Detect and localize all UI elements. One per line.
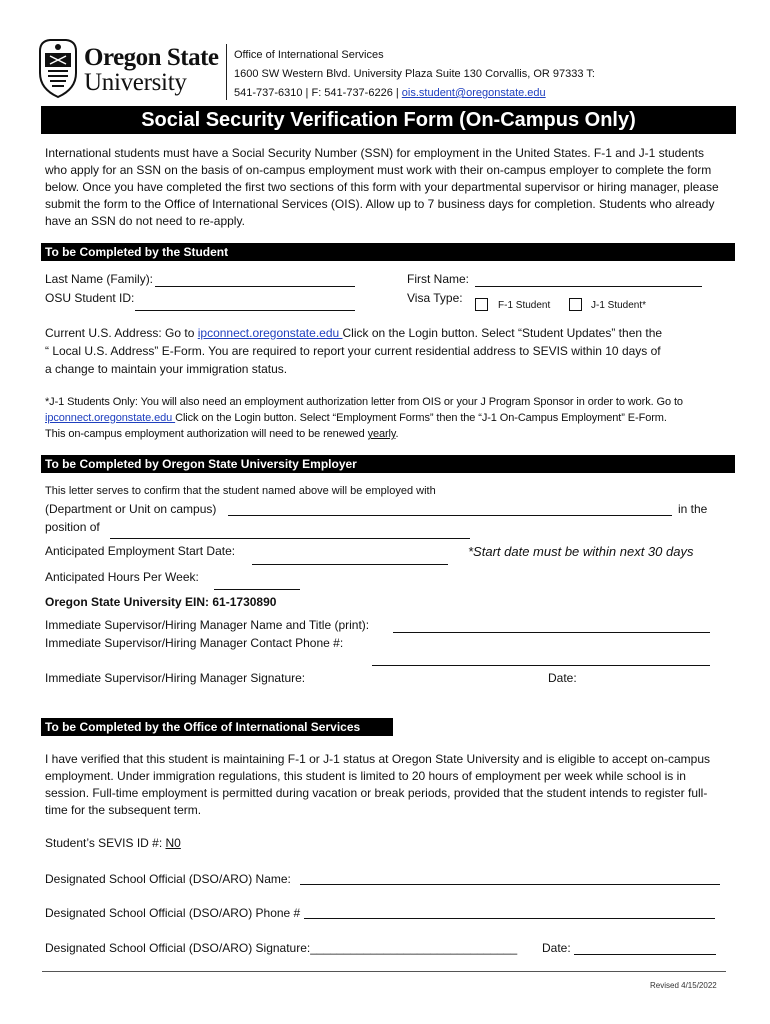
office-address: 1600 SW Western Blvd. University Plaza Suite 130 Corvallis, OR 97333 T: [234,68,595,80]
supervisor-date-label: Date: [548,671,577,685]
logo-text-line2: University [84,69,187,96]
employer-confirm-text: This letter serves to confirm that the student named above will be employed with [45,485,436,497]
sevis-id-line [45,835,181,851]
office-name: Office of International Services [234,49,384,61]
dso-name-field[interactable] [300,869,720,885]
address-text-2: Click on the Login button. Select “Student Updates” then the [342,326,663,340]
ipconnect-link[interactable]: ipconnect.oregonstate.edu [197,326,343,340]
first-name-field[interactable] [475,271,702,287]
position-of-label: position of [45,520,100,534]
sevis-id-value[interactable]: N0 [165,836,181,850]
supervisor-name-field[interactable] [393,617,710,633]
student-id-field[interactable] [135,295,355,311]
ois-verification-text: I have verified that this student is maintaining F-1 or J-1 status at Oregon State University and is eligible to accept on-campus employment. Under immigration regulations, this student is limited to 20 hours of employment per week while school is in session. Full-time employment is permitted during vacation or break periods, provided that the student intends to register full-time for the subsequent term. [45,752,710,817]
office-phone-fax: 541-737-6310 | F: 541-737-6226 | [234,87,402,99]
hours-label: Anticipated Hours Per Week: [45,570,199,584]
j1-ipconnect-link[interactable]: ipconnect.oregonstate.edu [45,412,176,424]
dso-date-field[interactable] [574,939,716,955]
j1-note-line3: This on-campus employment authorization will need to be renewed [45,428,368,440]
address-text-4: a change to maintain your immigration status. [45,362,288,376]
office-email-link[interactable]: ois.student@oregonstate.edu [401,87,546,99]
dso-signature-line [45,940,517,956]
logo-text-line1: Oregon State [84,44,219,71]
j1-note-end: . [395,428,399,440]
supervisor-name-label: Immediate Supervisor/Hiring Manager Name and Title (print): [45,618,370,632]
sevis-id-label: Student’s SEVIS ID #: [45,836,166,850]
visa-type-label: Visa Type: [407,291,463,305]
dso-signature-label: Designated School Official (DSO/ARO) Signature: [45,941,311,955]
supervisor-phone-field[interactable] [372,650,710,666]
address-text-3: “ Local U.S. Address” E-Form. You are required to report your current residential address to SEVIS within 10 days of [45,344,661,358]
osu-logo [36,37,226,99]
student-section-heading: To be Completed by the Student [41,243,735,261]
last-name-field[interactable] [155,271,355,287]
start-date-note: *Start date must be within next 30 days [468,544,694,559]
dso-name-label: Designated School Official (DSO/ARO) Name: [45,872,291,886]
header-divider [226,44,227,100]
osu-ein: Oregon State University EIN: 61-1730890 [45,595,277,609]
position-field[interactable] [110,523,470,539]
dso-date-label: Date: [542,941,571,955]
j1-note-line2: Click on the Login button. Select “Employment Forms” then the “J-1 On-Campus Employment” E-Form. [175,412,667,424]
j1-note-line1: *J-1 Students Only: You will also need an employment authorization letter from OIS or your J Program Sponsor in order to work. Go to [45,396,683,408]
ois-contact-block [234,46,634,103]
footer-divider [42,971,726,972]
in-the-text: in the [678,502,708,516]
j1-student-option-label: J-1 Student* [591,300,647,311]
supervisor-phone-label: Immediate Supervisor/Hiring Manager Contact Phone #: [45,636,344,650]
f1-student-option-label: F-1 Student [498,300,551,311]
employer-section-heading: To be Completed by Oregon State University Employer [41,455,735,473]
f1-student-checkbox[interactable] [475,298,488,311]
student-id-label: OSU Student ID: [45,291,135,305]
revised-date: Revised 4/15/2022 [650,981,717,990]
intro-paragraph: International students must have a Social Security Number (SSN) for employment in the United States. F-1 and J-1 students who apply for an SSN on the basis of on-campus employment must work with their on-campus employer to complete the form below. Once you have completed the first two sections of this form with your departmental supervisor or hiring manager, please submit the form to the Office of International Services (OIS). Allow up to 7 business days for completion. Students who already have an SSN do not need to re-apply. [45,146,719,228]
start-date-field[interactable] [252,549,448,565]
dso-phone-field[interactable] [304,903,715,919]
supervisor-signature-label: Immediate Supervisor/Hiring Manager Signature: [45,671,306,685]
j1-student-checkbox[interactable] [569,298,582,311]
page-title: Social Security Verification Form (On-Campus Only) [41,106,736,134]
department-label: (Department or Unit on campus) [45,502,217,516]
start-date-label: Anticipated Employment Start Date: [45,544,236,558]
first-name-label: First Name: [407,272,470,286]
dso-phone-label: Designated School Official (DSO/ARO) Phone # [45,906,301,920]
address-instructions [45,324,735,378]
ois-section-heading: To be Completed by the Office of International Services [41,718,393,736]
j1-note [45,394,735,442]
office-phone-line [234,84,634,103]
j1-note-yearly: yearly [367,428,396,440]
address-text-1: Current U.S. Address: Go to [45,326,198,340]
dso-signature-field[interactable]: _______________________________ [310,941,518,955]
department-field[interactable] [228,500,672,516]
last-name-label: Last Name (Family): [45,272,154,286]
hours-field[interactable] [214,574,300,590]
